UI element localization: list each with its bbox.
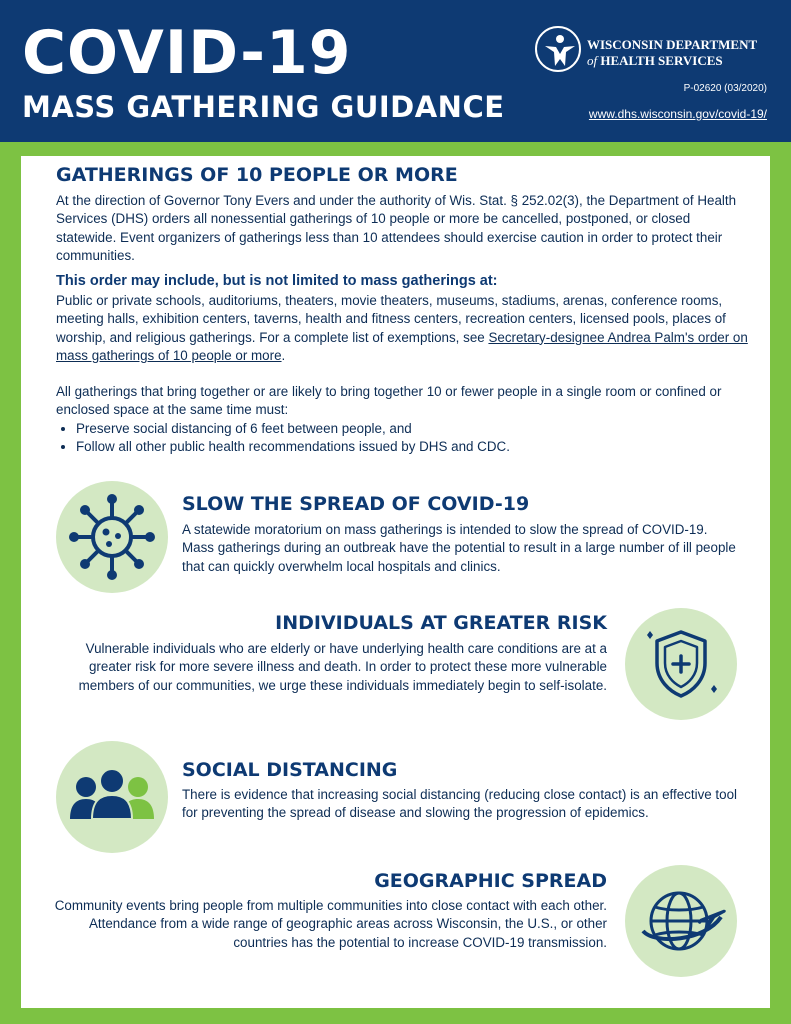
slow-spread-heading: SLOW THE SPREAD OF COVID-19 — [182, 493, 530, 515]
venues-text: Public or private schools, auditoriums, theaters, movie theaters, museums, stadiums, arenas, conference rooms, meeting halls, exhibition centers, taverns, health and fitness centers, recreation centers, licensed pools, places of worship, and religious gatherings. For a complete list of exemptions, see — [56, 293, 726, 345]
requirement-item: • Preserve social distancing of 6 feet between people, and — [76, 420, 736, 438]
greater-risk-heading: INDIVIDUALS AT GREATER RISK — [275, 612, 607, 634]
slow-spread-body: A statewide moratorium on mass gatherings is intended to slow the spread of COVID-19. Mass gatherings during an outbreak have the potential to result in a large number of ill people that can quickly overwhelm local hospitals and clinics. — [182, 522, 736, 574]
header-banner — [0, 0, 791, 142]
people-figure-icon — [541, 32, 579, 70]
dhs-logo-line1: WISCONSIN DEPARTMENT — [587, 37, 758, 52]
social-distancing-body: There is evidence that increasing social distancing (reducing close contact) is an effective tool for preventing the spread of disease and slowing the progression of epidemics. — [182, 787, 738, 821]
requirements-list — [58, 420, 736, 457]
dhs-covid-url-link[interactable]: www.dhs.wisconsin.gov/covid-19/ — [588, 107, 767, 121]
venues-period: . — [281, 347, 286, 363]
dhs-logo-of: of — [587, 53, 598, 68]
people-icon — [56, 741, 168, 853]
palm-order-link[interactable]: Secretary-designee Andrea Palm's order on mass gatherings of 10 people or more — [56, 329, 748, 363]
small-gatherings-text: All gatherings that bring together or are likely to bring together 10 or fewer people in a single room or confined or enclosed space at the same time must: — [56, 384, 722, 418]
gatherings-intro: At the direction of Governor Tony Evers and under the authority of Wis. Stat. § 252.02(3), the Department of Health Services (DHS) orders all nonessential gatherings of 10 people or more be cancelled, postponed, or closed statewide. Event organizers of gatherings less than 10 attendees should exercise caution in order to protect their communities. — [56, 193, 737, 263]
venues-list — [56, 292, 751, 365]
virus-icon-circle — [56, 481, 168, 593]
dhs-logo-line2 — [587, 53, 723, 69]
requirement-item: • Follow all other public health recommendations issued by DHS and CDC. — [76, 438, 736, 456]
geographic-spread-heading: GEOGRAPHIC SPREAD — [374, 870, 607, 892]
social-distancing-heading: SOCIAL DISTANCING — [182, 759, 398, 781]
globe-icon-circle — [625, 865, 737, 977]
document-number: P-02620 (03/2020) — [683, 83, 767, 94]
shield-icon — [625, 608, 737, 720]
content-card — [21, 156, 770, 1008]
venues-subheading: This order may include, but is not limited to mass gatherings at: — [56, 273, 498, 289]
virus-icon — [56, 481, 168, 593]
globe-airplane-icon — [625, 865, 737, 977]
greater-risk-body: Vulnerable individuals who are elderly or have underlying health care conditions are at a greater risk for more severe illness and death. In order to protect these more vulnerable members of our communities, we urge these individuals immediately begin to self-isolate. — [78, 641, 607, 693]
dhs-logo — [535, 26, 775, 74]
page-title: COVID-19 — [22, 18, 352, 88]
shield-icon-circle — [625, 608, 737, 720]
people-icon-circle — [56, 741, 168, 853]
dhs-logo-emblem — [535, 26, 581, 72]
gatherings-heading: GATHERINGS OF 10 PEOPLE OR MORE — [56, 164, 458, 186]
geographic-spread-body: Community events bring people from multiple communities into close contact with each other. Attendance from a wide range of geographic areas across Wisconsin, the U.S., or other countries has the potential to increase COVID-19 transmission. — [54, 898, 607, 950]
dhs-logo-health-services: HEALTH SERVICES — [600, 53, 723, 68]
page-subtitle: MASS GATHERING GUIDANCE — [22, 90, 505, 124]
